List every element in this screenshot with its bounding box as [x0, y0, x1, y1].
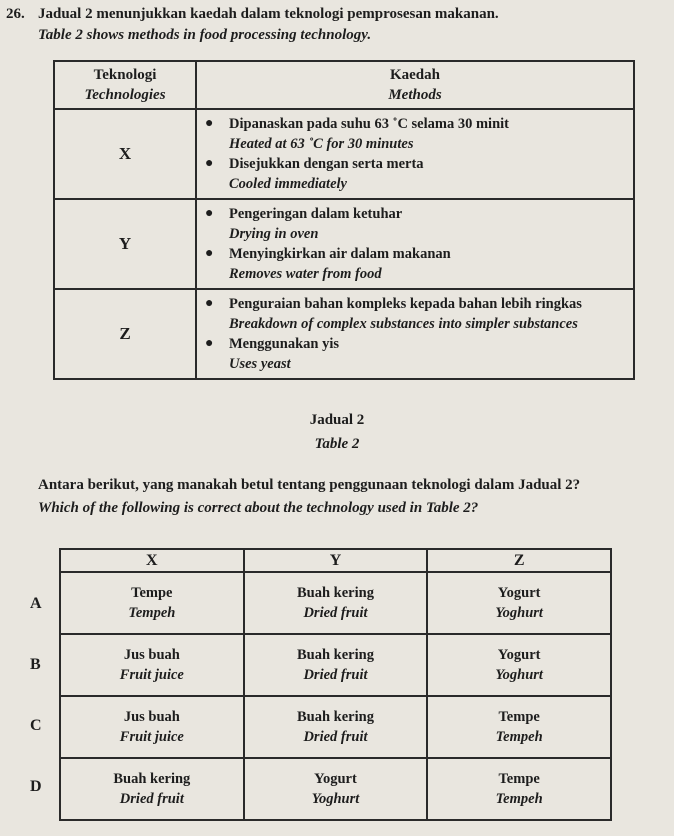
- method-malay: Dipanaskan pada suhu 63 ˚C selama 30 minit: [229, 116, 510, 132]
- header-technologies: [54, 61, 196, 109]
- table-caption-malay: Jadual 2: [309, 412, 365, 428]
- method-malay: Penguraian bahan kompleks kepada bahan lebih ringkas: [229, 296, 582, 312]
- cell-malay: Tempe: [498, 709, 540, 725]
- method-item: [203, 114, 627, 134]
- cell-english: Dried fruit: [303, 729, 368, 745]
- option-header-y: Y: [244, 549, 428, 572]
- header-methods: [196, 61, 634, 109]
- cell-malay: Yogurt: [497, 585, 541, 601]
- technology-label: Z: [54, 289, 196, 379]
- cell-english: Yoghurt: [495, 667, 543, 683]
- option-cell: [60, 572, 244, 634]
- question-intro-english: Table 2 shows methods in food processing technology.: [38, 27, 372, 43]
- table-row: [54, 109, 634, 199]
- method-malay: Menyingkirkan air dalam makanan: [229, 246, 451, 262]
- cell-english: Tempeh: [128, 605, 176, 621]
- cell-malay: Yogurt: [314, 771, 357, 787]
- option-header-z: Z: [427, 549, 611, 572]
- method-item: [203, 294, 627, 314]
- option-cell: [244, 634, 428, 696]
- header-tech-malay: Teknologi: [93, 67, 157, 83]
- question-number: 26.: [6, 6, 25, 22]
- method-item: [203, 244, 627, 264]
- cell-english: Fruit juice: [119, 667, 184, 683]
- methods-cell: [196, 109, 634, 199]
- option-row-c[interactable]: [60, 696, 611, 758]
- method-item-english: Cooled immediately: [229, 176, 347, 192]
- bullet-icon: ●: [205, 246, 214, 261]
- cell-english: Yoghurt: [311, 791, 360, 807]
- bullet-icon: ●: [205, 206, 214, 221]
- cell-english: Yoghurt: [495, 605, 543, 621]
- cell-english: Dried fruit: [303, 605, 368, 621]
- cell-english: Dried fruit: [303, 667, 368, 683]
- option-cell: [244, 758, 428, 820]
- method-item-english: Removes water from food: [229, 266, 382, 282]
- option-header-x: X: [60, 549, 244, 572]
- cell-english: Tempeh: [495, 729, 543, 745]
- method-item-english: Heated at 63 ˚C for 30 minutes: [229, 136, 414, 152]
- table-row: [54, 199, 634, 289]
- method-malay: Menggunakan yis: [229, 336, 339, 352]
- intro-malay-text: Jadual 2 menunjukkan kaedah dalam teknologi pemprosesan makanan.: [38, 6, 499, 22]
- cell-malay: Buah kering: [297, 585, 374, 601]
- cell-english: Fruit juice: [119, 729, 184, 745]
- option-cell: [244, 572, 428, 634]
- methods-table: [53, 60, 635, 380]
- question-prompt-malay: Antara berikut, yang manakah betul tentang penggunaan teknologi dalam Jadual 2?: [38, 477, 581, 493]
- cell-malay: Buah kering: [297, 647, 374, 663]
- header-method-malay: Kaedah: [389, 67, 440, 83]
- option-letter-b[interactable]: B: [30, 656, 41, 673]
- option-letter-a[interactable]: A: [30, 595, 42, 612]
- cell-english: Tempeh: [495, 791, 543, 807]
- technology-label: Y: [54, 199, 196, 289]
- option-cell: [427, 758, 611, 820]
- cell-malay: Buah kering: [113, 771, 191, 787]
- bullet-icon: ●: [205, 116, 214, 131]
- option-row-b[interactable]: [60, 634, 611, 696]
- cell-malay: Tempe: [498, 771, 540, 787]
- header-tech-english: Technologies: [84, 87, 166, 103]
- cell-malay: Jus buah: [123, 647, 180, 663]
- method-item: [203, 204, 627, 224]
- option-letter-c[interactable]: C: [30, 717, 42, 734]
- question-intro-malay: [6, 6, 499, 23]
- option-letter-d[interactable]: D: [30, 778, 42, 795]
- header-method-english: Methods: [388, 87, 442, 103]
- option-cell: [60, 696, 244, 758]
- method-item-english: Drying in oven: [229, 226, 319, 242]
- method-malay: Disejukkan dengan serta merta: [229, 156, 424, 172]
- table-row: [54, 289, 634, 379]
- table-caption-english: Table 2: [314, 436, 360, 452]
- option-cell: [60, 758, 244, 820]
- option-cell: [427, 572, 611, 634]
- bullet-icon: ●: [205, 296, 214, 311]
- option-cell: [244, 696, 428, 758]
- option-cell: [60, 634, 244, 696]
- bullet-icon: ●: [205, 156, 214, 171]
- method-item-english: Breakdown of complex substances into simpler substances: [229, 316, 578, 332]
- cell-malay: Jus buah: [123, 709, 180, 725]
- question-prompt-english: Which of the following is correct about the technology used in Table 2?: [38, 500, 479, 516]
- option-cell: [427, 696, 611, 758]
- option-cell: [427, 634, 611, 696]
- method-item: [203, 334, 627, 354]
- cell-english: Dried fruit: [119, 791, 184, 807]
- bullet-icon: ●: [205, 336, 214, 351]
- methods-table-header: [54, 61, 634, 109]
- options-table: [59, 548, 612, 821]
- option-row-d[interactable]: [60, 758, 611, 820]
- technology-label: X: [54, 109, 196, 199]
- options-header-row: [60, 549, 611, 572]
- cell-malay: Buah kering: [297, 709, 374, 725]
- cell-malay: Yogurt: [497, 647, 541, 663]
- method-malay: Pengeringan dalam ketuhar: [229, 206, 403, 222]
- methods-cell: [196, 199, 634, 289]
- method-item-english: Uses yeast: [229, 356, 291, 372]
- methods-cell: [196, 289, 634, 379]
- option-row-a[interactable]: [60, 572, 611, 634]
- method-item: [203, 154, 627, 174]
- cell-malay: Tempe: [131, 585, 173, 601]
